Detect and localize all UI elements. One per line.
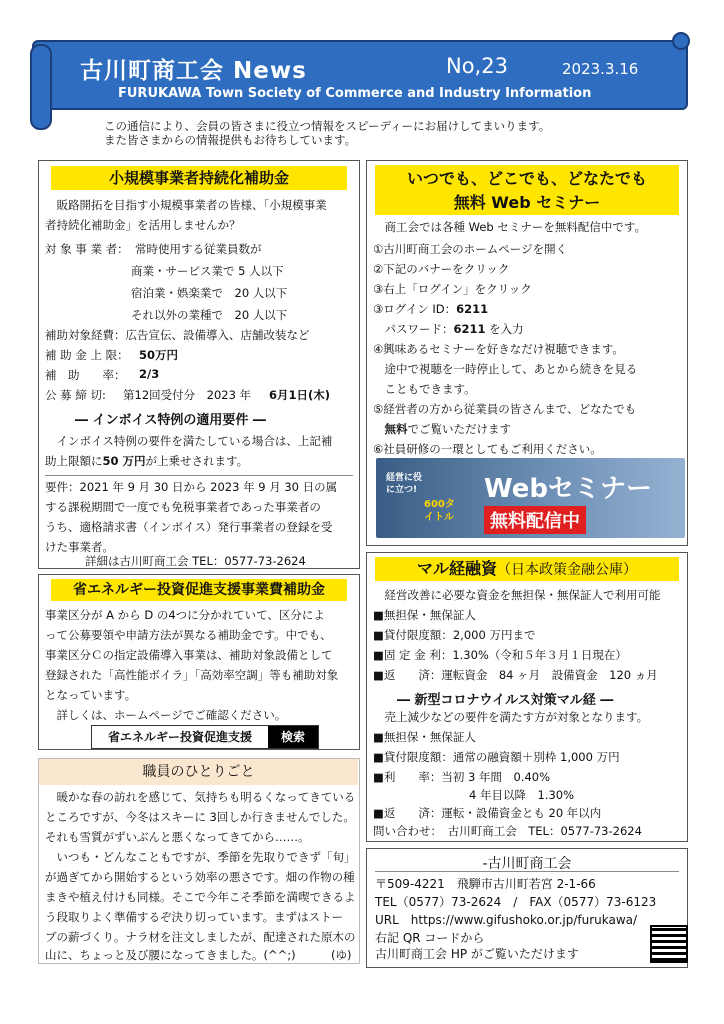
staff-section (38, 758, 360, 964)
limit-label: 補 助 金 上 限： (45, 348, 129, 362)
subsidy-lead-1: 販路開拓を目指す小規模事業者の皆様、「小規模事業 (45, 198, 327, 212)
newsletter-subtitle: FURUKAWA Town Society of Commerce and Industry Information (118, 86, 592, 101)
search-box[interactable] (91, 725, 319, 749)
rate-label: 補 助 率： (45, 368, 126, 382)
loan-item-2: ■貸付限度額：2,000 万円まで (373, 628, 536, 642)
step-4-cont-2: こともできます。 (373, 382, 476, 396)
energy-section (38, 574, 360, 750)
limit-value: 50万円 (139, 348, 179, 362)
step-4-cont-1: 途中で視聴を一時停止して、あとから続きを見る (373, 362, 638, 376)
step-3: ③右上「ログイン」をクリック (373, 282, 532, 296)
loan-title: マル経融資（日本政策金融公庫） (375, 557, 679, 581)
subsidy-title: 小規模事業者持続化補助金 (51, 166, 347, 190)
footer-qr-note-2: 古川町商工会 HP がご覧いただけます (375, 947, 579, 961)
footer-url[interactable]: URL https://www.gifushoko.or.jp/furukawa/ (375, 913, 638, 927)
webinar-title-1: いつでも、どこでも、どなたでも (406, 169, 647, 188)
banner-title: Webセミナー (484, 474, 652, 504)
footer-tel: TEL（0577）73-2624 / FAX（0577）73-6123 (375, 895, 657, 909)
step-4: ④興味あるセミナーを好きなだけ視聴できます。 (373, 342, 624, 356)
scroll-decoration-right (672, 32, 690, 50)
webinar-lead: 商工会では各種 Web セミナーを無料配信中です。 (373, 220, 646, 234)
target-label: 対 象 事 業 者： (45, 242, 129, 256)
requirement-line-3: うち、適格請求書（インボイス）発行事業者の登録を受 (45, 520, 333, 534)
deadline-label: 公 募 締 切: (45, 388, 106, 402)
loan-item-4: ■返 済：運転資金 84 ヶ月 設備資金 120 ヵ月 (373, 668, 658, 682)
requirement-line-4: けた事業者。 (45, 540, 114, 554)
target-line-2: 商業・サービス業で 5 人以下 (131, 264, 284, 278)
scroll-decoration-left (30, 44, 52, 130)
requirement-line-2: する課税期間で一度でも免税事業者であった事業者の (45, 500, 321, 514)
subsidy-contact: 詳細は古川町商工会 TEL：0577-73-2624 (85, 554, 306, 568)
requirement-line-1: 要件：2021 年 9 月 30 日から 2023 年 9 月 30 日の属 (45, 480, 338, 494)
intro-line-2: また皆さまからの情報提供もお待ちしています。 (104, 133, 357, 147)
invoice-line-2: 助上限額に50 万円が上乗せされます。 (45, 454, 249, 468)
search-button[interactable]: 検索 (268, 726, 318, 748)
rate-value: 2/3 (139, 367, 160, 381)
footer-address: 〒509-4221 飛騨市古川町若宮 2-1-66 (375, 877, 596, 891)
covid-item-4: ■返 済：運転・設備資金とも 20 年以内 (373, 806, 602, 820)
energy-line-2: って公募要領や申請方法が異なる補助金です。中でも、 (45, 628, 332, 642)
energy-line-6: 詳しくは、ホームページでご確認ください。 (45, 708, 287, 722)
footer-section (366, 848, 688, 968)
deadline-date: 6月1日(木) (269, 388, 331, 402)
issue-date: 2023.3.16 (562, 60, 639, 78)
energy-title: 省エネルギー投資促進支援事業費補助金 (51, 579, 347, 601)
target-line-3: 宿泊業・娯楽業で 20 人以下 (131, 286, 288, 300)
qr-code[interactable] (650, 925, 688, 963)
step-6: ⑥社員研修の一環としてもご利用ください。 (373, 442, 602, 456)
invoice-line-1: インボイス特例の要件を満たしている場合は、上記補 (45, 434, 333, 448)
covid-item-1: ■無担保・無保証人 (373, 730, 476, 744)
invoice-title: ― インボイス特例の適用要件 ― (75, 413, 266, 428)
loan-section (366, 552, 688, 842)
energy-line-5: となっています。 (45, 688, 137, 702)
subsidy-lead-2: 者持続化補助金」を活用しませんか？ (45, 218, 241, 232)
energy-line-3: 事業区分Ｃの指定設備導入事業は、補助対象設備として (45, 648, 333, 662)
covid-item-3b: 4 年目以降 1.30% (469, 788, 575, 802)
loan-item-1: ■無担保・無保証人 (373, 608, 476, 622)
covid-item-2: ■貸付限度額：通常の融資額＋別枠 1,000 万円 (373, 750, 620, 764)
covid-item-3: ■利 率：当初 3 年間 0.40% (373, 770, 551, 784)
step-5: ⑤経営者の方から従業員の皆さんまで、どなたでも (373, 402, 637, 416)
loan-contact: 問い合わせ： 古川町商工会 TEL：0577-73-2624 (373, 824, 642, 838)
expense-line: 補助対象経費：広告宣伝、設備導入、店舗改装など (45, 328, 310, 342)
covid-lead: 売上減少などの要件を満たす方が対象となります。 (373, 710, 649, 724)
step-2: ②下記のバナーをクリック (373, 262, 510, 276)
loan-lead: 経営改善に必要な資金を無担保・無保証人で利用可能 (373, 588, 661, 602)
login-password: パスワード：6211 を入力 (373, 322, 524, 336)
webinar-title (375, 165, 679, 215)
staff-line-3: それも雪質がずいぶんと悪くなってきてから……。 (45, 830, 310, 844)
staff-line-1: 暖かな春の訪れを感じて、気持ちも明るくなってきている (45, 790, 356, 804)
banner-tagline: 経営に役に立つ! (386, 473, 423, 495)
staff-line-2: ところですが、今冬はスキーに 3回しか行きませんでした。 (45, 810, 355, 824)
target-line-1: 常時使用する従業員数が (135, 242, 262, 256)
staff-line-8: ブの薪づくり。ナラ材を注文しましたが、配達された原木の (45, 930, 356, 944)
webinar-title-2: 無料 Web セミナー (453, 193, 601, 212)
footer-org: -古川町商工会 (482, 856, 572, 872)
subsidy-section (38, 160, 360, 569)
staff-line-6: まきや植え付けも同様。そこで今年こそ季節を満喫できるよ (45, 890, 356, 904)
intro-line-1: この通信により、会員の皆さまに役立つ情報をスピーディーにお届けしてまいります。 (104, 119, 551, 133)
search-text: 省エネルギー投資促進支援 (107, 730, 252, 744)
newsletter-title: 古川町商工会 News (80, 58, 307, 84)
login-id: ③ログイン ID：6211 (373, 302, 489, 316)
step-5-cont: 無料でご覧いただけます (384, 422, 511, 436)
footer-qr-note-1: 右記 QR コードから (375, 931, 485, 945)
web-seminar-banner[interactable] (376, 458, 685, 538)
step-1: ①古川町商工会のホームページを開く (373, 242, 568, 256)
energy-line-1: 事業区分が A から D の4つに分かれていて、区分によ (45, 608, 325, 622)
staff-line-4: いつも・どんなこともですが、季節を先取りできず「旬」 (45, 850, 356, 864)
energy-line-4: 登録された「高性能ボイラ」「高効率空調」等も補助対象 (45, 668, 339, 682)
staff-line-5: が過ぎてから開始するという効率の悪さです。畑の作物の種 (45, 870, 355, 884)
banner-count: 600タイトル (424, 499, 455, 523)
loan-item-3: ■固 定 金 利：1.30%（令和５年３月１日現在） (373, 648, 627, 662)
target-line-4: それ以外の業種で 20 人以下 (131, 308, 288, 322)
banner-free: 無料配信中 (484, 506, 586, 534)
issue-number: No,23 (446, 54, 508, 78)
staff-title: 職員のひとりごと (39, 759, 358, 785)
divider (45, 475, 353, 476)
covid-title: ― 新型コロナウイルス対策マル経 ― (397, 693, 614, 708)
staff-line-7: う段取りよく準備するぞ決り切っています。まずはストー (45, 910, 344, 924)
staff-line-9: 山に、ちょっと及び腰になってきました。(^^;) (45, 948, 296, 962)
footer-divider (375, 871, 679, 872)
deadline-text: 第12回受付分 2023 年 (123, 388, 252, 402)
staff-signature: (ゆ) (331, 948, 352, 962)
